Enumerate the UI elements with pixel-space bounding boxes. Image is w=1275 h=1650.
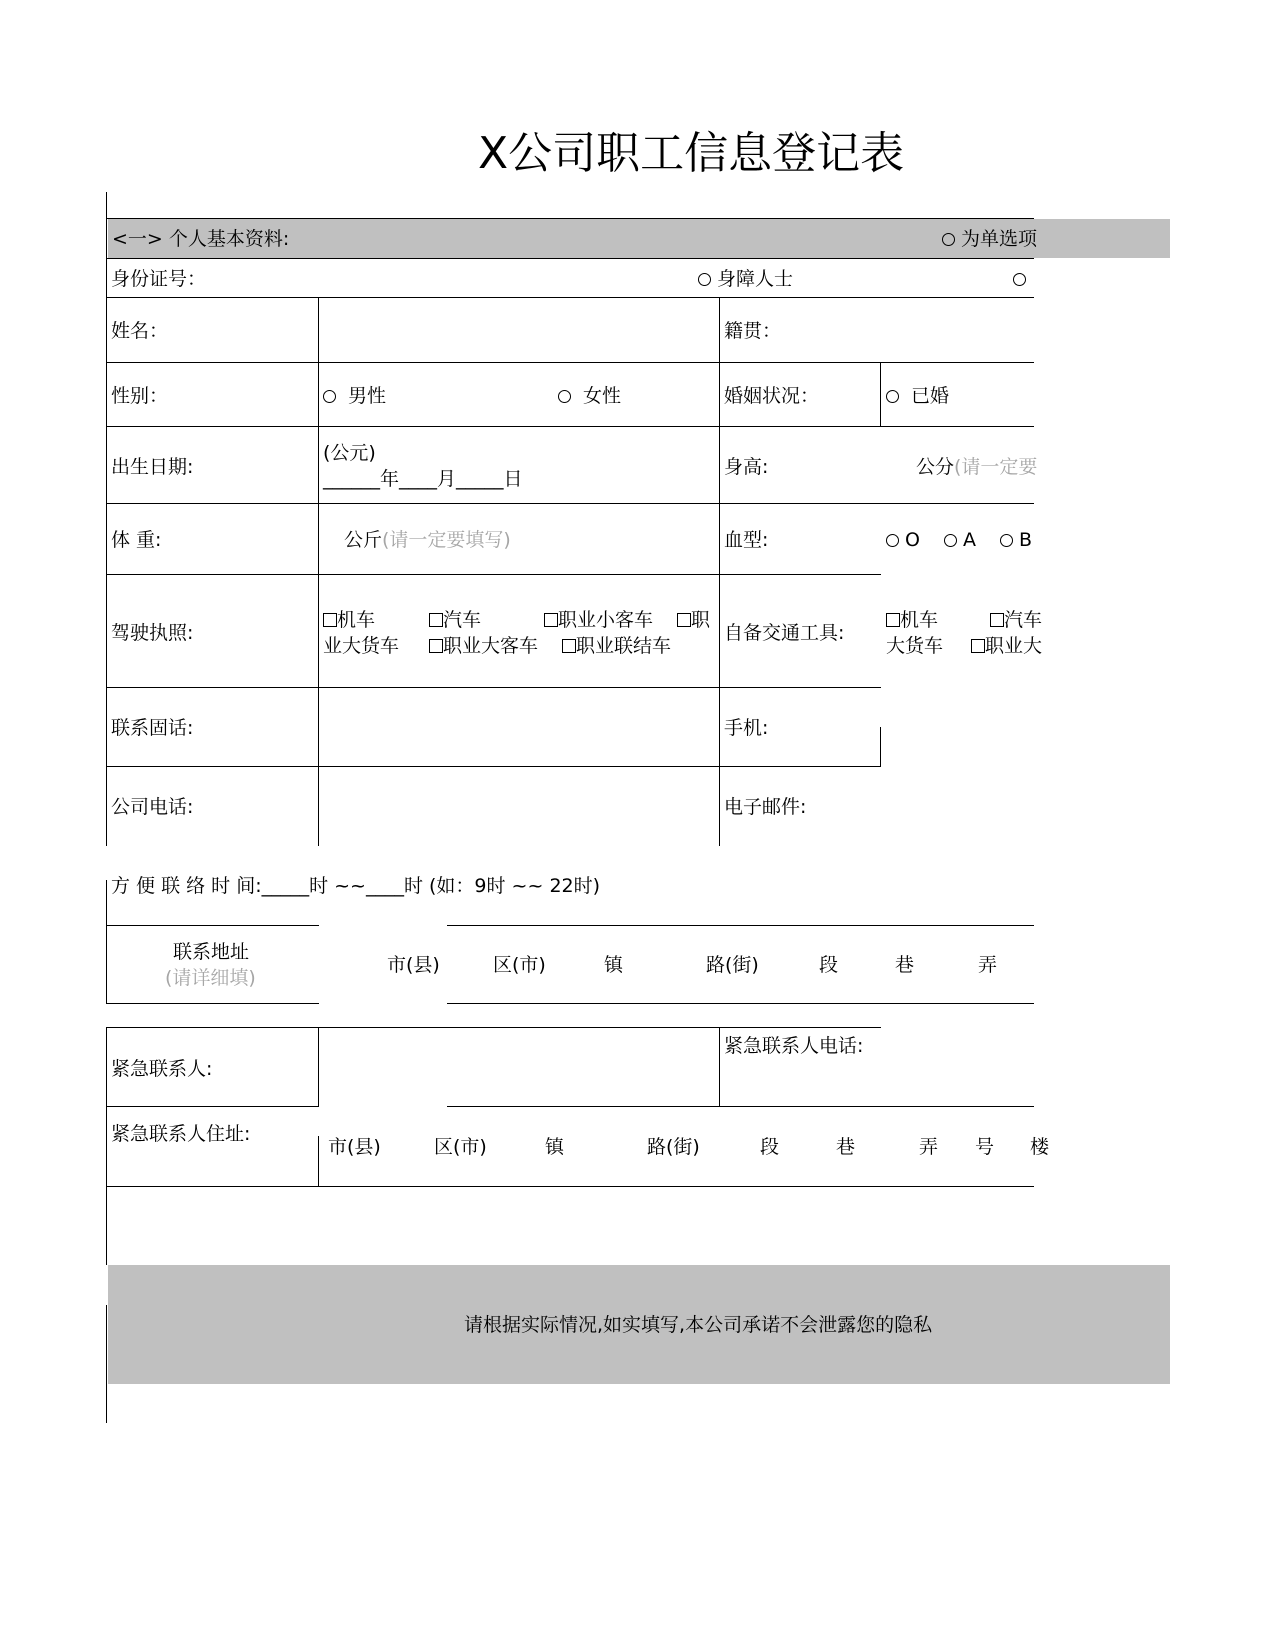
married-label: 已婚 (911, 385, 950, 407)
mobile-label: 手机: (724, 717, 769, 739)
single-choice-note: 为单选项 (961, 228, 1038, 250)
blood-a-label: A (963, 529, 977, 551)
height-unit: 公分 (916, 456, 955, 478)
eaddr-number: 号 (975, 1136, 995, 1158)
blood-a-radio[interactable] (944, 534, 957, 547)
addr-lane: 巷 (895, 954, 915, 976)
license-car-label: 汽车 (443, 609, 482, 631)
office-phone-field[interactable] (320, 768, 717, 844)
height-label: 身高: (724, 456, 769, 478)
eaddr-lane: 巷 (836, 1136, 856, 1158)
gender-label: 性别： (111, 385, 169, 407)
emergency-field[interactable] (320, 1029, 717, 1105)
name-field[interactable] (320, 299, 717, 361)
license-pro-bus-checkbox[interactable] (429, 639, 443, 653)
weight-label: 体 重: (111, 529, 162, 551)
license-pro-small-checkbox[interactable] (544, 613, 558, 627)
name-label: 姓名： (111, 320, 169, 342)
vehicle-label: 自备交通工具: (724, 622, 845, 644)
emergency-label: 紧急联系人: (111, 1058, 213, 1080)
license-pro-truck-checkbox[interactable] (677, 613, 691, 627)
eaddr-city: 市(县) (328, 1136, 381, 1158)
vehicle-pro-label: 职业大 (985, 635, 1043, 657)
weight-unit: 公斤 (344, 529, 383, 551)
license-pro-truck-label-a: 职 (691, 609, 711, 631)
vehicle-car-checkbox[interactable] (990, 613, 1004, 627)
license-label: 驾驶执照: (111, 622, 194, 644)
landline-field[interactable] (320, 689, 717, 765)
blood-o-radio[interactable] (886, 534, 899, 547)
blood-label: 血型: (724, 529, 769, 551)
id-label: 身份证号： (111, 268, 207, 290)
vehicle-pro-checkbox[interactable] (971, 639, 985, 653)
license-car-checkbox[interactable] (429, 613, 443, 627)
contact-time: 方 便 联 络 时 间:_____时 ~~____时 (如：9时 ~~ 22时) (111, 875, 601, 897)
eaddr-district: 区(市) (434, 1136, 487, 1158)
married-radio[interactable] (886, 390, 899, 403)
birth-label: 出生日期: (111, 456, 194, 478)
vehicle-car-label: 汽车 (1004, 609, 1043, 631)
office-phone-label: 公司电话: (111, 796, 194, 818)
marital-label: 婚姻状况： (724, 385, 820, 407)
radio-icon (942, 233, 955, 246)
eaddr-floor: 楼 (1030, 1136, 1050, 1158)
vehicle-truck-label: 大货车 (886, 635, 944, 657)
license-pro-trailer-checkbox[interactable] (562, 639, 576, 653)
blood-o-label: O (905, 529, 921, 551)
license-moto-checkbox[interactable] (323, 613, 337, 627)
license-pro-small-label: 职业小客车 (558, 609, 654, 631)
female-label: 女性 (583, 385, 622, 407)
addr-road: 路(街) (706, 954, 759, 976)
email-label: 电子邮件: (724, 796, 807, 818)
page-title: X公司职工信息登记表 (478, 128, 905, 179)
extra-radio[interactable] (1013, 273, 1026, 286)
section-header: <一> 个人基本资料: (112, 228, 290, 250)
emergency-addr-label: 紧急联系人住址: (111, 1123, 251, 1145)
male-radio[interactable] (323, 390, 336, 403)
female-radio[interactable] (558, 390, 571, 403)
addr-section: 段 (819, 954, 839, 976)
address-hint: (请详细填) (165, 967, 256, 989)
weight-hint: (请一定要填写) (382, 529, 511, 551)
height-hint: (请一定要 (954, 456, 1038, 478)
license-moto-label: 机车 (337, 609, 376, 631)
emergency-phone-label: 紧急联系人电话: (724, 1035, 864, 1057)
birth-date-field[interactable]: ______年____月_____日 (323, 468, 523, 490)
addr-city: 市(县) (387, 954, 440, 976)
vehicle-moto-checkbox[interactable] (886, 613, 900, 627)
native-place-label: 籍贯： (724, 320, 782, 342)
blood-b-label: B (1019, 529, 1033, 551)
privacy-note: 请根据实际情况,如实填写,本公司承诺不会泄露您的隐私 (464, 1314, 933, 1336)
eaddr-section: 段 (760, 1136, 780, 1158)
vehicle-moto-label: 机车 (900, 609, 939, 631)
addr-district: 区(市) (493, 954, 546, 976)
eaddr-road: 路(街) (647, 1136, 700, 1158)
license-pro-trailer-label: 职业联结车 (576, 635, 672, 657)
eaddr-alley: 弄 (919, 1136, 939, 1158)
landline-label: 联系固话: (111, 717, 194, 739)
license-pro-truck-label-b: 业大货车 (323, 635, 400, 657)
addr-town: 镇 (604, 954, 624, 976)
disabled-radio[interactable] (698, 273, 711, 286)
male-label: 男性 (348, 385, 387, 407)
addr-alley: 弄 (978, 954, 998, 976)
license-pro-bus-label: 职业大客车 (443, 635, 539, 657)
address-label: 联系地址 (173, 941, 250, 963)
disabled-label: 身障人士 (717, 268, 794, 290)
birth-era: (公元) (323, 442, 376, 464)
blood-b-radio[interactable] (1000, 534, 1013, 547)
eaddr-town: 镇 (545, 1136, 565, 1158)
